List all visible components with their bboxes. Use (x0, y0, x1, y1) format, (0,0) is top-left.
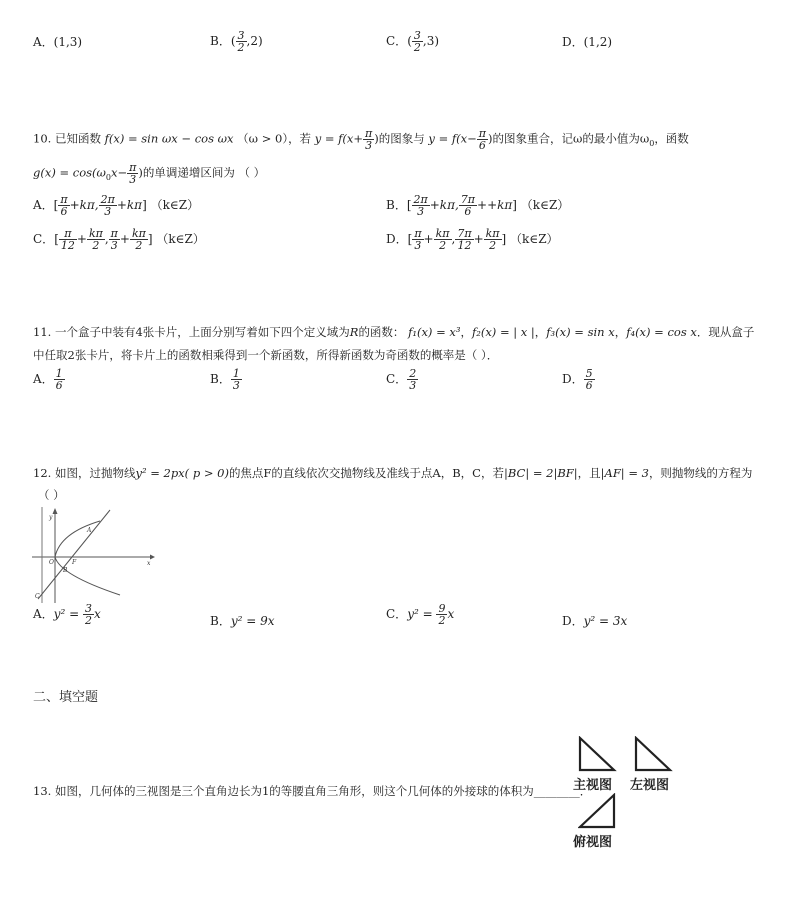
fig-label-c: C (35, 593, 40, 600)
q10-stem-line2: $g(x) = \cos(\omega_0x-$ $\frac{\pi}{3}$ )的单调递增区间为 （ ） (33, 161, 266, 186)
q9-option-d: D．(1,2) (562, 35, 613, 49)
focal-line (38, 510, 110, 599)
left-view-triangle (634, 736, 674, 772)
q10-option-c: C．[ $\frac{\pi}{12}$ + $\frac{k\pi}{2}$ , $\frac{\pi}{3}$ + $\frac{k\pi}{2}$ ] （k∈Z） (33, 227, 205, 252)
top-view-label: 俯视图 (573, 835, 613, 850)
q11-option-b: B． $\frac{1}{3}$ (210, 367, 240, 392)
parabola-upper (55, 521, 100, 557)
q12-option-b: B．y² = 9x (210, 614, 275, 628)
left-view-label: 左视图 (630, 778, 670, 793)
q10-stem-line1: 10. 已知函数 f(x) = sin ωx − cos ωx （ω > 0），若 y = f(x+ $\frac{\pi}{3}$ )的图象与 y = f(x− $\frac{\pi}{6}$ )的图象重合，记ω的最小值为$\omega_0$，函数 (33, 127, 689, 152)
q12-stem-line2: （ ） (38, 488, 65, 502)
q9-option-c: C．( $\frac{3}{2}$ ,3) (386, 29, 440, 54)
q11-option-d: D． $\frac{5}{6}$ (562, 367, 593, 392)
y-axis-arrow (53, 508, 58, 514)
q11-stem-line2: 中任取2张卡片，将卡片上的函数相乘得到一个新函数，所得新函数为奇函数的概率是（ ）． (33, 348, 499, 362)
top-view-triangle (578, 793, 618, 829)
q11-option-a: A． $\frac{1}{6}$ (33, 367, 63, 392)
q12-option-d: D．y² = 3x (562, 614, 628, 628)
section-heading-fill-in: 二、填空题 (33, 690, 99, 705)
q13-stem: 13. 如图，几何体的三视图是三个直角边长为1的等腰直角三角形，则这个几何体的外接球的体积为________． (33, 784, 592, 798)
fig-label-x: x (147, 560, 151, 567)
front-view-label: 主视图 (573, 778, 613, 793)
q11-stem-line1: 11. 一个盒子中装有4张卡片，上面分别写着如下四个定义域为R的函数： f₁(x) = x³，f₂(x) = | x |，f₃(x) = sin x，f₄(x) = cos x．现从盒子 (33, 325, 755, 339)
fig-label-b: B (63, 567, 68, 574)
q9-option-a: A．(1,3) (33, 35, 83, 49)
q10-option-a: A．[ $\frac{\pi}{6}$ +kπ, $\frac{2\pi}{3}$ +kπ] （k∈Z） (33, 193, 200, 218)
q10-option-d: D．[ $\frac{\pi}{3}$ + $\frac{k\pi}{2}$ , $\frac{7\pi}{12}$ + $\frac{k\pi}{2}$ ] （k∈Z） (386, 227, 559, 252)
q11-option-c: C． $\frac{2}{3}$ (386, 367, 417, 392)
fig-label-o: O (49, 559, 54, 566)
q12-stem-line1: 12. 如图，过抛物线y² = 2px( p > 0)的焦点F的直线依次交抛物线及准线于点A，B，C，若|BC| = 2|BF|，且|AF| = 3，则抛物线的方程为 (33, 466, 753, 480)
q10-option-b: B．[ $\frac{2\pi}{3}$ +kπ, $\frac{7\pi}{6}$ ++kπ] （k∈Z） (386, 193, 570, 218)
parabola-figure (30, 505, 155, 605)
fig-label-y: y (49, 514, 53, 521)
q9-option-b: B．( $\frac{3}{2}$ ,2) (210, 29, 263, 54)
x-axis-arrow (150, 555, 155, 560)
q12-option-c: C．y² = $\frac{9}{2}$ x (386, 602, 455, 627)
q12-option-a: A．y² = $\frac{3}{2}$ x (33, 602, 101, 627)
fig-label-a: A (87, 527, 92, 534)
fig-label-f: F (72, 559, 77, 566)
front-view-triangle (578, 736, 618, 772)
parabola-lower (55, 557, 120, 595)
